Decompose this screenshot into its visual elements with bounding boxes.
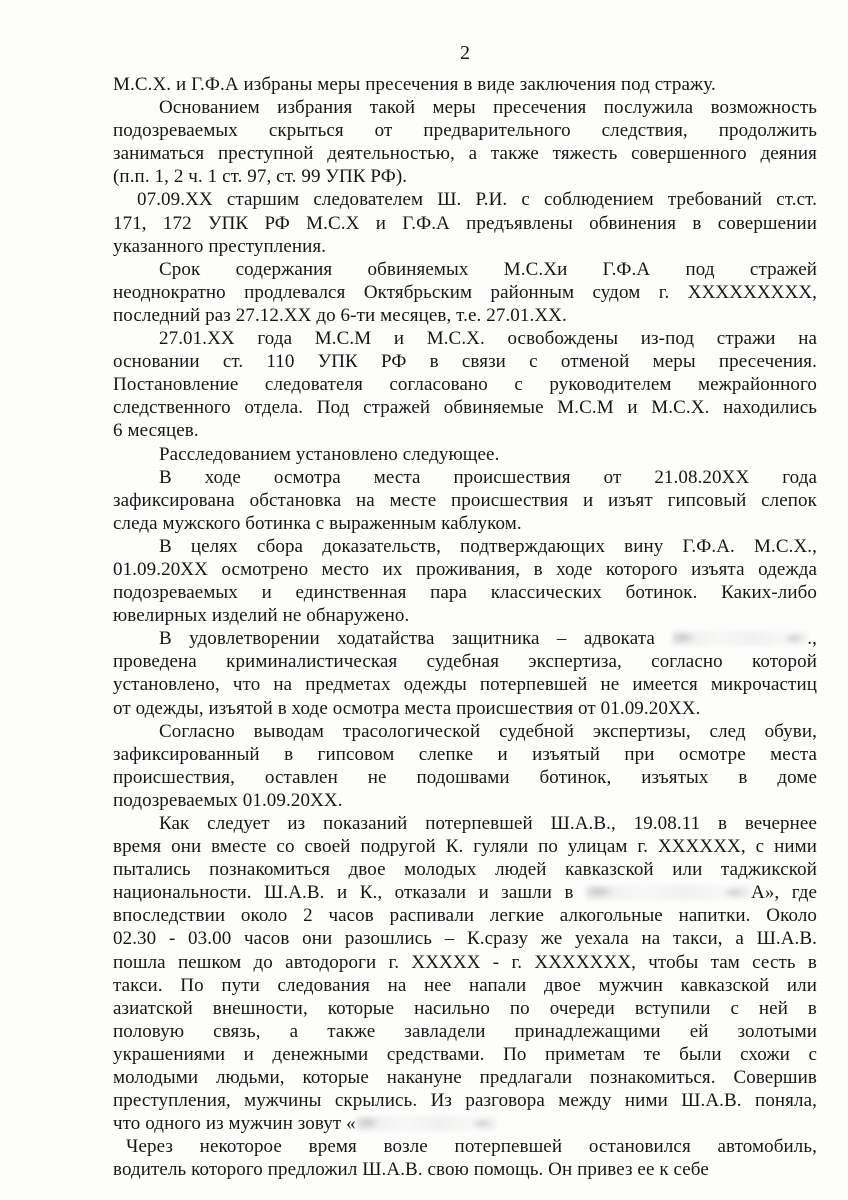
text-line: последний раз 27.12.ХХ до 6-ти месяцев, т.е. 27.01.ХХ. [113, 304, 567, 326]
text-line: время они вместе со своей подругой К. гуляли по улицам г. ХХХХХХ, с ними [113, 836, 817, 858]
redacted-smudge [586, 885, 751, 900]
text-line: зафиксирована обстановка на месте происшествия и изъят гипсовый слепок [113, 489, 817, 511]
text-line: водитель которого предложил Ш.А.В. свою помощь. Он привез ее к себе [113, 1159, 709, 1181]
text-line: подозреваемых 01.09.20ХХ. [113, 789, 343, 811]
text-line: установлено, что на предметах одежды потерпевшей не имеется микрочастиц [113, 674, 817, 696]
text-line: азиатской внешности, которые насильно по очереди вступили с ней в [113, 997, 817, 1019]
text-line: В ходе осмотра места происшествия от 21.08.20ХХ года [159, 466, 817, 488]
text-line: пошла пешком до автодороги г. ХХХХХ - г. ХХХХХХХ, чтобы там сесть в [113, 951, 817, 973]
text-line: основании ст. 110 УПК РФ в связи с отменой меры пресечения. [113, 351, 817, 373]
text-line: М.С.Х. и Г.Ф.А избраны меры пресечения в виде заключения под стражу. [113, 74, 716, 95]
text-line: неоднократно продлевался Октябрьским районным судом г. ХХХХХХХХХ, [113, 281, 817, 303]
redacted-smudge [356, 1116, 496, 1131]
text-line: Срок содержания обвиняемых М.С.Хи Г.Ф.А под стражей [159, 258, 817, 280]
text-line: подозреваемых скрыться от предварительного следствия, продолжить [113, 120, 817, 142]
text-line: (п.п. 1, 2 ч. 1 ст. 97, ст. 99 УПК РФ). [113, 166, 408, 188]
text-line: подозреваемых и единственная пара классических ботинок. Каких-либо [113, 582, 817, 604]
text-line: Расследованием установлено следующее. [159, 443, 500, 465]
text-line: следа мужского ботинка с выраженным каблуком. [113, 512, 522, 534]
text-line: от одежды, изъятой в ходе осмотра места происшествия от 01.09.20ХХ. [113, 697, 701, 719]
text-line: 27.01.ХХ года М.С.М и М.С.Х. освобождены из-под стражи на [159, 328, 817, 350]
text-line: пытались познакомиться двое молодых людей кавказской или таджикской [113, 859, 817, 881]
redacted-smudge [672, 631, 807, 646]
text-line: Постановление следователя согласовано с руководителем межрайонного [113, 374, 817, 396]
page-number: 2 [460, 42, 470, 64]
text-line: Согласно выводам трасологической судебной экспертизы, след обуви, [159, 720, 817, 742]
text-line: украшениями и денежными средствами. По приметам те были схожи с [113, 1043, 817, 1065]
text-line: половую связь, а также завладели принадлежащими ей золотыми [113, 1020, 817, 1042]
document-body [113, 73, 817, 1182]
text-line: 07.09.ХХ старшим следователем Ш. Р.И. с соблюдением требований ст.ст. [137, 189, 817, 211]
text-line: происшествия, оставлен не подошвами ботинок, изъятых в доме [113, 766, 817, 788]
text-line: заниматься преступной деятельностью, а также тяжесть совершенного деяния [113, 143, 817, 165]
text-line: ювелирных изделий не обнаружено. [113, 605, 410, 627]
text-line: преступления, мужчины скрылись. Из разговора между ними Ш.А.В. поняла, [113, 1090, 817, 1112]
text-line: указанного преступления. [113, 235, 327, 257]
text-line: впоследствии около 2 часов распивали легкие алкогольные напитки. Около [113, 905, 817, 927]
text-line: молодыми людьми, которые накануне предлагали познакомиться. Совершив [113, 1067, 817, 1089]
text-line: национальности. Ш.А.В. и К., отказали и зашли в А», где [113, 882, 817, 904]
text-line: 02.30 - 03.00 часов они разошлись – К.сразу же уехала на такси, а Ш.А.В. [113, 928, 817, 950]
text-line: 171, 172 УПК РФ М.С.Х и Г.Ф.А предъявлены обвинения в совершении [113, 212, 817, 234]
text-line: Основанием избрания такой меры пресечения послужила возможность [159, 97, 817, 119]
text-line: Через некоторое время возле потерпевшей остановился автомобиль, [126, 1136, 817, 1158]
text-line: В целях сбора доказательств, подтверждающих вину Г.Ф.А. М.С.Х., [159, 535, 817, 557]
text-line: 6 месяцев. [113, 420, 199, 442]
text-line: зафиксированный в гипсовом слепке и изъятый при осмотре места [113, 743, 817, 765]
text-line: Как следует из показаний потерпевшей Ш.А.В., 19.08.11 в вечернее [159, 813, 817, 834]
text-line: такси. По пути следования на нее напали двое мужчин кавказской или [113, 974, 817, 996]
text-line: что одного из мужчин зовут « [113, 1112, 817, 1135]
text-line: В удовлетворении ходатайства защитника – адвоката ., [159, 628, 817, 650]
text-line: 01.09.20ХХ осмотрено место их проживания, в ходе которого изъята одежда [113, 558, 817, 580]
text-line: проведена криминалистическая судебная экспертиза, согласно которой [113, 651, 817, 673]
text-line: следственного отдела. Под стражей обвиняемые М.С.М и М.С.Х. находились [113, 397, 817, 419]
